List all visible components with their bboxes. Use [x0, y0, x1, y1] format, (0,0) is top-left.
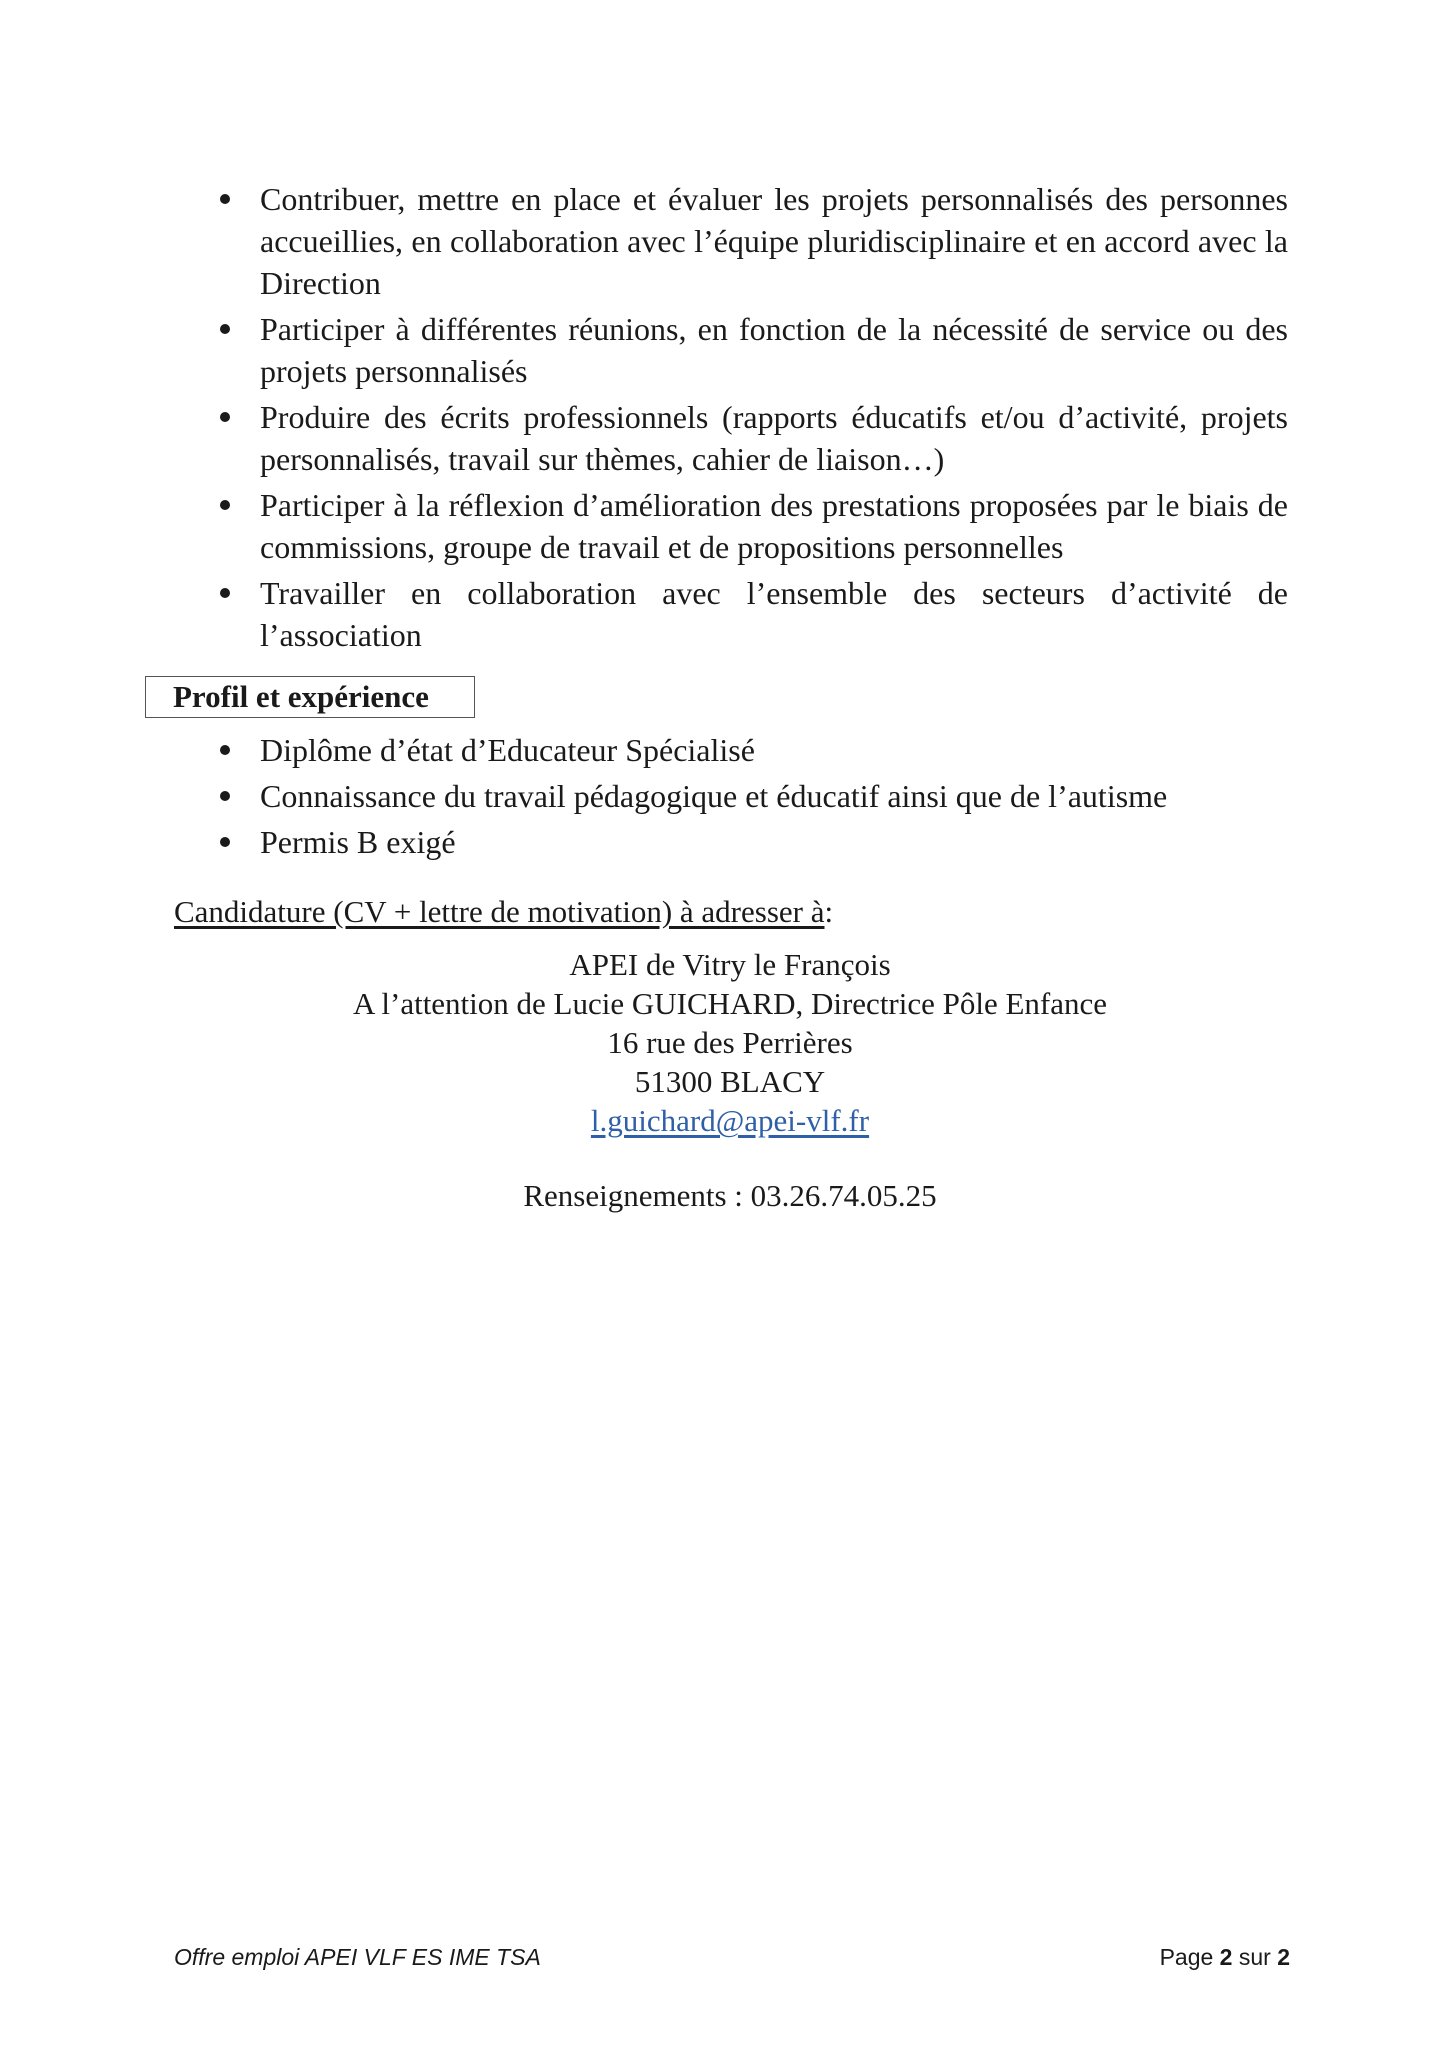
page-number: Page 2 sur 2 [1159, 1944, 1290, 1970]
profile-list [212, 729, 1288, 867]
city-line: 51300 BLACY [634, 1064, 826, 1099]
application-heading [174, 892, 833, 932]
bullet-icon [220, 412, 230, 422]
bullet-icon [220, 745, 230, 755]
list-item: Produire des écrits professionnels (rapports éducatifs et/ou d’activité, projets personnalisés, travail sur thèmes, cahier de liaison…) [212, 396, 1288, 480]
application-label: Candidature (CV + lettre de motivation) à adresser à [174, 894, 825, 929]
list-item: Participer à la réflexion d’amélioration des prestations proposées par le biais de commissions, groupe de travail et de propositions personnelles [212, 484, 1288, 568]
attention-line: A l’attention de Lucie GUICHARD, Directrice Pôle Enfance [352, 986, 1108, 1021]
footer-title: Offre emploi APEI VLF ES IME TSA [174, 1944, 541, 1970]
list-item: Contribuer, mettre en place et évaluer les projets personnalisés des personnes accueillies, en collaboration avec l’équipe pluridisciplinaire et en accord avec la Direction [212, 178, 1288, 304]
bullet-icon [220, 324, 230, 334]
contact-info: Renseignements : 03.26.74.05.25 [523, 1178, 937, 1213]
list-item: Travailler en collaboration avec l’ensemble des secteurs d’activité de l’association [212, 572, 1288, 656]
bullet-icon [220, 500, 230, 510]
list-item: Permis B exigé [212, 821, 1288, 863]
bullet-icon [220, 791, 230, 801]
responsibilities-list [212, 178, 1288, 660]
address-block [0, 945, 1448, 1140]
list-item: Connaissance du travail pédagogique et éducatif ainsi que de l’autisme [212, 775, 1288, 817]
email-link[interactable]: l.guichard@apei-vlf.fr [590, 1103, 870, 1138]
list-item: Diplôme d’état d’Educateur Spécialisé [212, 729, 1288, 771]
application-colon: : [824, 894, 834, 929]
bullet-icon [220, 588, 230, 598]
list-item: Participer à différentes réunions, en fonction de la nécessité de service ou des projets personnalisés [212, 308, 1288, 392]
bullet-icon [220, 837, 230, 847]
bullet-icon [220, 194, 230, 204]
organization-name: APEI de Vitry le François [569, 947, 891, 982]
street-line: 16 rue des Perrières [607, 1025, 853, 1060]
profile-section-title: Profil et expérience [145, 676, 475, 718]
